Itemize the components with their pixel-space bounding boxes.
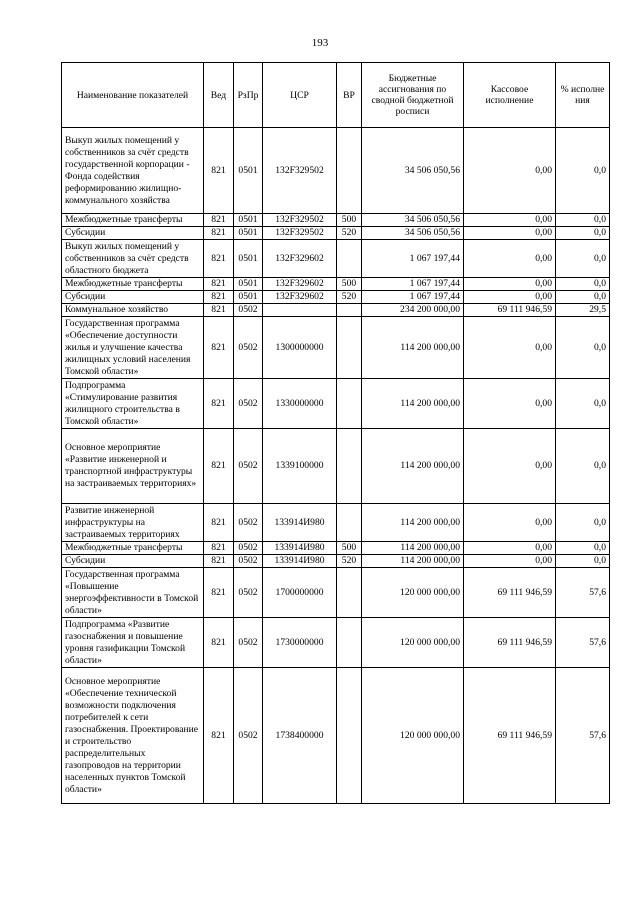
cell-csr: 132F329602 <box>263 278 337 291</box>
cell-cash: 0,00 <box>464 240 556 278</box>
table-row <box>62 568 610 618</box>
cell-ved: 821 <box>204 618 234 668</box>
cell-rzpr: 0502 <box>234 317 263 379</box>
cell-vr: 520 <box>337 555 362 568</box>
header-budget: Бюджетные ассигнования по сводной бюджетной росписи <box>362 63 464 128</box>
cell-percent: 0,0 <box>556 429 610 504</box>
cell-csr: 133914И980 <box>263 542 337 555</box>
budget-execution-table <box>61 62 610 804</box>
cell-cash: 0,00 <box>464 555 556 568</box>
cell-budget: 120 000 000,00 <box>362 568 464 618</box>
cell-name: Основное мероприятие «Обеспечение технической возможности подключения потребителей к сети газоснабжения. Проектирование и строительство распределительных газопроводов на территории населенных пунктов Томской области» <box>62 668 204 804</box>
cell-percent: 0,0 <box>556 555 610 568</box>
header-name: Наименование показателей <box>62 63 204 128</box>
cell-budget: 114 200 000,00 <box>362 542 464 555</box>
cell-cash: 0,00 <box>464 379 556 429</box>
cell-vr <box>337 317 362 379</box>
header-ved: Вед <box>204 63 234 128</box>
cell-name: Основное мероприятие «Развитие инженерной и транспортной инфраструктуры на застраиваемых территориях» <box>62 429 204 504</box>
cell-vr <box>337 668 362 804</box>
cell-rzpr: 0501 <box>234 214 263 227</box>
cell-cash: 0,00 <box>464 429 556 504</box>
table-row <box>62 227 610 240</box>
cell-name: Субсидии <box>62 227 204 240</box>
cell-cash: 0,00 <box>464 504 556 542</box>
cell-cash: 69 111 946,59 <box>464 668 556 804</box>
cell-budget: 120 000 000,00 <box>362 618 464 668</box>
cell-csr: 1339100000 <box>263 429 337 504</box>
cell-rzpr: 0502 <box>234 555 263 568</box>
cell-csr: 1300000000 <box>263 317 337 379</box>
cell-name: Выкуп жилых помещений у собственников за счёт средств государственной корпорации - Фонда содействия реформированию жилищно-коммунального хозяйства <box>62 128 204 214</box>
cell-rzpr: 0502 <box>234 542 263 555</box>
cell-budget: 114 200 000,00 <box>362 379 464 429</box>
page-number: 193 <box>311 37 329 49</box>
header-percent: % исполне ния <box>556 63 610 128</box>
cell-name: Выкуп жилых помещений у собственников за счёт средств областного бюджета <box>62 240 204 278</box>
cell-cash: 0,00 <box>464 278 556 291</box>
cell-budget: 114 200 000,00 <box>362 555 464 568</box>
cell-name: Государственная программа «Обеспечение доступности жилья и улучшение качества жилищных условий населения Томской области» <box>62 317 204 379</box>
cell-ved: 821 <box>204 379 234 429</box>
cell-ved: 821 <box>204 214 234 227</box>
cell-name: Государственная программа «Повышение энергоэффективности в Томской области» <box>62 568 204 618</box>
cell-budget: 234 200 000,00 <box>362 304 464 317</box>
cell-cash: 0,00 <box>464 542 556 555</box>
cell-budget: 34 506 050,56 <box>362 128 464 214</box>
cell-ved: 821 <box>204 668 234 804</box>
cell-cash: 69 111 946,59 <box>464 618 556 668</box>
cell-percent: 0,0 <box>556 504 610 542</box>
cell-rzpr: 0502 <box>234 568 263 618</box>
cell-cash: 69 111 946,59 <box>464 304 556 317</box>
cell-cash: 0,00 <box>464 317 556 379</box>
cell-cash: 0,00 <box>464 128 556 214</box>
cell-rzpr: 0501 <box>234 227 263 240</box>
cell-percent: 0,0 <box>556 128 610 214</box>
cell-ved: 821 <box>204 317 234 379</box>
cell-ved: 821 <box>204 227 234 240</box>
cell-vr <box>337 618 362 668</box>
table-row <box>62 214 610 227</box>
cell-vr: 520 <box>337 227 362 240</box>
cell-vr <box>337 379 362 429</box>
cell-name: Межбюджетные трансферты <box>62 214 204 227</box>
cell-csr: 132F329502 <box>263 227 337 240</box>
cell-budget: 114 200 000,00 <box>362 504 464 542</box>
cell-budget: 1 067 197,44 <box>362 291 464 304</box>
cell-cash: 0,00 <box>464 214 556 227</box>
cell-name: Межбюджетные трансферты <box>62 542 204 555</box>
cell-vr <box>337 568 362 618</box>
cell-budget: 114 200 000,00 <box>362 429 464 504</box>
cell-percent: 0,0 <box>556 317 610 379</box>
table-row <box>62 618 610 668</box>
table-row <box>62 317 610 379</box>
table-row <box>62 240 610 278</box>
cell-percent: 29,5 <box>556 304 610 317</box>
cell-vr <box>337 504 362 542</box>
cell-vr: 500 <box>337 278 362 291</box>
header-vr: ВР <box>337 63 362 128</box>
cell-percent: 0,0 <box>556 278 610 291</box>
cell-name: Развитие инженерной инфраструктуры на застраиваемых территориях <box>62 504 204 542</box>
cell-budget: 1 067 197,44 <box>362 278 464 291</box>
cell-cash: 69 111 946,59 <box>464 568 556 618</box>
cell-csr: 1730000000 <box>263 618 337 668</box>
cell-percent: 0,0 <box>556 214 610 227</box>
cell-csr: 132F329502 <box>263 128 337 214</box>
cell-rzpr: 0502 <box>234 504 263 542</box>
header-cash: Кассовое исполнение <box>464 63 556 128</box>
table-row <box>62 555 610 568</box>
cell-rzpr: 0502 <box>234 304 263 317</box>
cell-ved: 821 <box>204 429 234 504</box>
table-row <box>62 278 610 291</box>
table-row <box>62 542 610 555</box>
header-csr: ЦСР <box>263 63 337 128</box>
cell-rzpr: 0501 <box>234 291 263 304</box>
table-row <box>62 128 610 214</box>
cell-vr: 500 <box>337 542 362 555</box>
cell-budget: 1 067 197,44 <box>362 240 464 278</box>
cell-csr: 132F329502 <box>263 214 337 227</box>
cell-rzpr: 0502 <box>234 618 263 668</box>
cell-rzpr: 0502 <box>234 668 263 804</box>
cell-percent: 0,0 <box>556 240 610 278</box>
cell-percent: 0,0 <box>556 227 610 240</box>
cell-rzpr: 0501 <box>234 240 263 278</box>
cell-cash: 0,00 <box>464 227 556 240</box>
cell-csr <box>263 304 337 317</box>
cell-ved: 821 <box>204 542 234 555</box>
cell-name: Субсидии <box>62 555 204 568</box>
cell-name: Межбюджетные трансферты <box>62 278 204 291</box>
cell-ved: 821 <box>204 240 234 278</box>
table-row <box>62 668 610 804</box>
cell-budget: 34 506 050,56 <box>362 227 464 240</box>
cell-vr <box>337 429 362 504</box>
cell-ved: 821 <box>204 278 234 291</box>
cell-ved: 821 <box>204 555 234 568</box>
cell-budget: 114 200 000,00 <box>362 317 464 379</box>
cell-percent: 0,0 <box>556 291 610 304</box>
cell-csr: 1738400000 <box>263 668 337 804</box>
cell-ved: 821 <box>204 504 234 542</box>
cell-budget: 120 000 000,00 <box>362 668 464 804</box>
cell-rzpr: 0502 <box>234 429 263 504</box>
table-row <box>62 291 610 304</box>
cell-csr: 132F329602 <box>263 291 337 304</box>
cell-percent: 0,0 <box>556 542 610 555</box>
table-row <box>62 504 610 542</box>
cell-name: Коммунальное хозяйство <box>62 304 204 317</box>
cell-cash: 0,00 <box>464 291 556 304</box>
cell-csr: 1330000000 <box>263 379 337 429</box>
table-row <box>62 304 610 317</box>
cell-csr: 1700000000 <box>263 568 337 618</box>
cell-name: Подпрограмма «Развитие газоснабжения и повышение уровня газификации Томской области» <box>62 618 204 668</box>
cell-percent: 57,6 <box>556 568 610 618</box>
cell-percent: 57,6 <box>556 668 610 804</box>
cell-name: Подпрограмма «Стимулирование развития жилищного строительства в Томской области» <box>62 379 204 429</box>
cell-name: Субсидии <box>62 291 204 304</box>
table-row <box>62 379 610 429</box>
cell-vr: 500 <box>337 214 362 227</box>
cell-csr: 132F329602 <box>263 240 337 278</box>
cell-ved: 821 <box>204 128 234 214</box>
cell-ved: 821 <box>204 291 234 304</box>
cell-ved: 821 <box>204 568 234 618</box>
cell-budget: 34 506 050,56 <box>362 214 464 227</box>
cell-vr: 520 <box>337 291 362 304</box>
cell-csr: 133914И980 <box>263 504 337 542</box>
cell-percent: 0,0 <box>556 379 610 429</box>
cell-rzpr: 0501 <box>234 128 263 214</box>
header-rzpr: РзПр <box>234 63 263 128</box>
cell-vr <box>337 240 362 278</box>
cell-rzpr: 0501 <box>234 278 263 291</box>
cell-csr: 133914И980 <box>263 555 337 568</box>
table-header-row <box>62 63 610 128</box>
cell-rzpr: 0502 <box>234 379 263 429</box>
cell-vr <box>337 128 362 214</box>
table-row <box>62 429 610 504</box>
cell-vr <box>337 304 362 317</box>
cell-percent: 57,6 <box>556 618 610 668</box>
cell-ved: 821 <box>204 304 234 317</box>
